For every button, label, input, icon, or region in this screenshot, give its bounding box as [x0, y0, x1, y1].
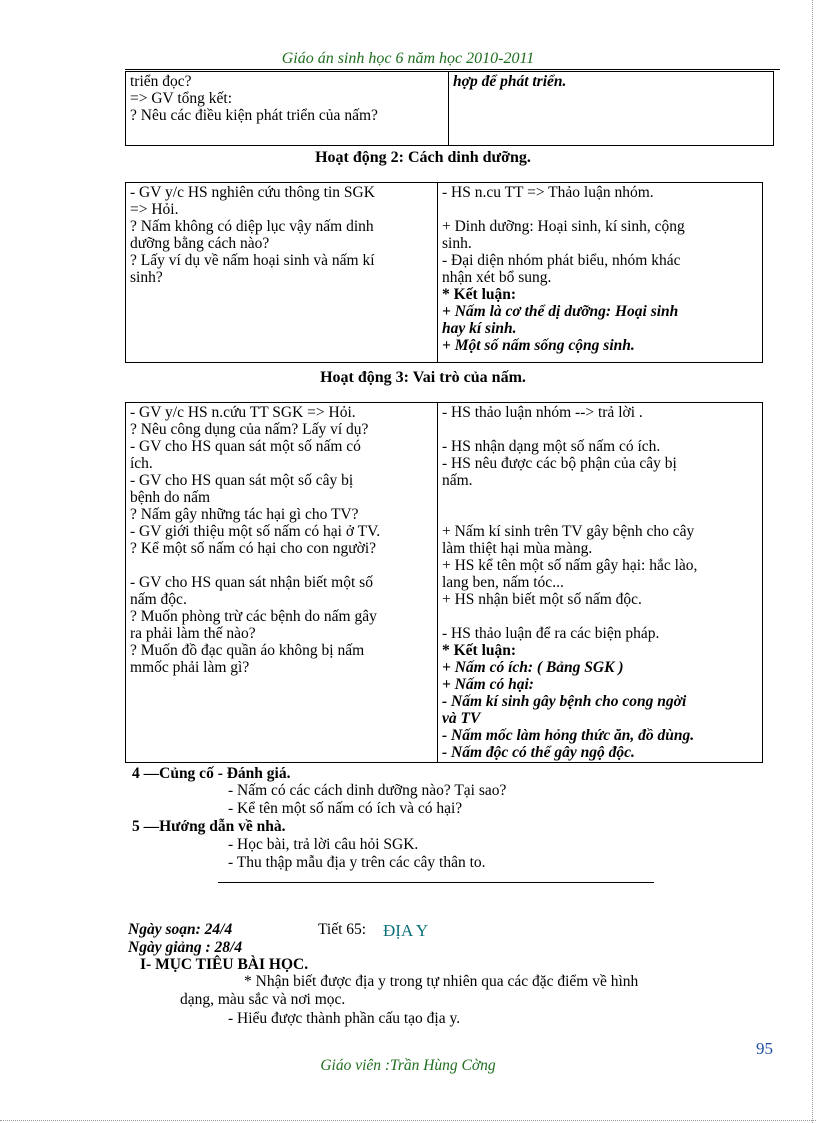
lesson-date-teach: Ngày giảng : 28/4: [128, 939, 243, 956]
activity3-left-cell: [126, 403, 438, 763]
activity2-conclusion-line: + Một số nấm sống cộng sinh.: [442, 337, 635, 354]
activity3-left-line: - GV giới thiệu một số nấm có hại ở TV.: [130, 523, 381, 540]
activity3-left-line: bệnh do nấm: [130, 489, 211, 506]
activity2-right-line: sinh.: [442, 235, 472, 252]
activity2-left-line: => Hỏi.: [130, 201, 179, 218]
activity3-right-line: - HS thảo luận nhóm --> trả lời .: [442, 404, 643, 421]
activity3-left-line: ? Nấm gây những tác hại gì cho TV?: [130, 506, 359, 523]
activity3-conclusion-label: * Kết luận:: [442, 642, 517, 659]
activity3-conclusion-line: + Nấm có ích: ( Bảng SGK ): [442, 659, 624, 676]
footer-teacher: Giáo viên :Trần Hùng Cờng: [320, 1057, 496, 1074]
activity3-left-line: - GV cho HS quan sát một số cây bị: [130, 472, 354, 489]
activity3-right-line: - HS thảo luận để ra các biện pháp.: [442, 625, 660, 642]
activity3-left-line: ích.: [130, 455, 153, 472]
table1-left-cell: [126, 72, 449, 146]
table1-left-line: ? Nêu các điều kiện phát triển của nấm?: [130, 107, 378, 124]
activity3-right-cell: [438, 403, 763, 763]
activity3-title: Hoạt động 3: Vai trò của nấm.: [320, 369, 526, 386]
lesson-date-prep: Ngày soạn: 24/4: [128, 921, 233, 938]
activity2-conclusion-line: hay kí sinh.: [442, 320, 517, 337]
activity2-right-line: - HS n.cu TT => Thảo luận nhóm.: [442, 184, 654, 201]
activity3-right-line: lang ben, nấm tóc...: [442, 574, 564, 591]
section5-title: 5 —Hướng dẫn về nhà.: [132, 818, 286, 835]
table-activity3: [125, 402, 763, 763]
section4-item: - Nấm có các cách dinh dưỡng nào? Tại sao?: [228, 782, 507, 799]
table1-left-line: => GV tổng kết:: [130, 90, 233, 107]
activity2-conclusion-line: + Nấm là cơ thể dị dưỡng: Hoại sinh: [442, 303, 679, 320]
activity3-conclusion-line: - Nấm kí sinh gây bệnh cho cong ngời: [442, 693, 687, 710]
objective-line: dạng, màu sắc và nơi mọc.: [180, 991, 346, 1008]
activity3-left-line: ? Muốn phòng trừ các bệnh do nấm gây: [130, 608, 377, 625]
section5-item: - Học bài, trả lời câu hỏi SGK.: [228, 836, 419, 853]
activity3-left-line: ? Kể một số nấm có hại cho con người?: [130, 540, 377, 557]
table-continuation: [125, 71, 774, 146]
section5-item: - Thu thập mẫu địa y trên các cây thân to.: [228, 854, 486, 871]
activity3-right-line: - HS nêu được các bộ phận của cây bị: [442, 455, 677, 472]
activity3-left-line: ? Nêu công dụng của nấm? Lấy ví dụ?: [130, 421, 369, 438]
activity3-conclusion-line: - Nấm độc có thể gây ngộ độc.: [442, 744, 635, 761]
activity3-left-line: - GV cho HS quan sát nhận biết một số: [130, 574, 373, 591]
activity2-left-cell: [126, 183, 438, 363]
activity2-left-line: ? Lấy ví dụ về nấm hoại sinh và nấm kí: [130, 252, 375, 269]
activity2-left-line: dưỡng bằng cách nào?: [130, 235, 270, 252]
table1-left-line: triển đọc?: [130, 73, 192, 90]
objective-line: * Nhận biết được địa y trong tự nhiên qua các đặc điểm về hình: [244, 973, 639, 990]
section4-item: - Kể tên một số nấm có ích và có hại?: [228, 800, 463, 817]
table1-right-line: hợp để phát triển.: [453, 73, 567, 90]
activity3-right-line: + Nấm kí sinh trên TV gây bệnh cho cây: [442, 523, 695, 540]
activity3-conclusion-line: và TV: [442, 710, 481, 727]
objective-line: - Hiểu được thành phần cấu tạo địa y.: [228, 1010, 461, 1027]
activity2-right-cell: [438, 183, 763, 363]
activity3-right-line: + HS kể tên một số nấm gây hại: hắc lào,: [442, 557, 698, 574]
activity3-right-line: - HS nhận dạng một số nấm có ích.: [442, 438, 661, 455]
section-divider: [218, 882, 654, 883]
activity3-left-line: - GV cho HS quan sát một số nấm có: [130, 438, 361, 455]
activity2-right-line: + Dinh dưỡng: Hoại sinh, kí sinh, cộng: [442, 218, 685, 235]
page-edge-bottom: [0, 1120, 816, 1121]
lesson-topic: ĐỊA Y: [383, 921, 429, 940]
activity2-left-line: sinh?: [130, 269, 163, 286]
activity3-right-line: làm thiệt hại mùa màng.: [442, 540, 593, 557]
header-title: Giáo án sinh học 6 năm học 2010-2011: [281, 50, 535, 67]
activity3-left-line: ra phải làm thế nào?: [130, 625, 256, 642]
lesson-period: Tiết 65:: [318, 921, 367, 938]
activity3-conclusion-line: - Nấm mốc làm hỏng thức ăn, đồ dùng.: [442, 727, 695, 744]
table-activity2: [125, 182, 763, 363]
header-rule: [125, 69, 780, 70]
activity3-left-line: nấm độc.: [130, 591, 187, 608]
activity2-right-line: - Đại diện nhóm phát biểu, nhóm khác: [442, 252, 681, 269]
activity2-conclusion-label: * Kết luận:: [442, 286, 517, 303]
table1-right-cell: [449, 72, 774, 146]
page-number: 95: [756, 1039, 773, 1058]
activity3-left-line: - GV y/c HS n.cứu TT SGK => Hỏi.: [130, 404, 356, 421]
objectives-title: I- MỤC TIÊU BÀI HỌC.: [140, 956, 309, 973]
activity2-title: Hoạt động 2: Cách dinh dưỡng.: [315, 149, 531, 166]
activity3-left-line: ? Muốn đồ đạc quần áo không bị nấm: [130, 642, 365, 659]
section4-title: 4 —Củng cố - Đánh giá.: [132, 765, 291, 782]
activity3-right-line: nấm.: [442, 472, 473, 489]
activity3-left-line: mmốc phải làm gì?: [130, 659, 250, 676]
activity3-conclusion-line: + Nấm có hại:: [442, 676, 534, 693]
activity2-left-line: ? Nấm không có diệp lục vậy nấm dinh: [130, 218, 374, 235]
activity2-left-line: - GV y/c HS nghiên cứu thông tin SGK: [130, 184, 375, 201]
page-edge-right: [812, 0, 813, 1123]
activity2-right-line: nhận xét bổ sung.: [442, 269, 552, 286]
activity3-right-line: + HS nhận biết một số nấm độc.: [442, 591, 642, 608]
